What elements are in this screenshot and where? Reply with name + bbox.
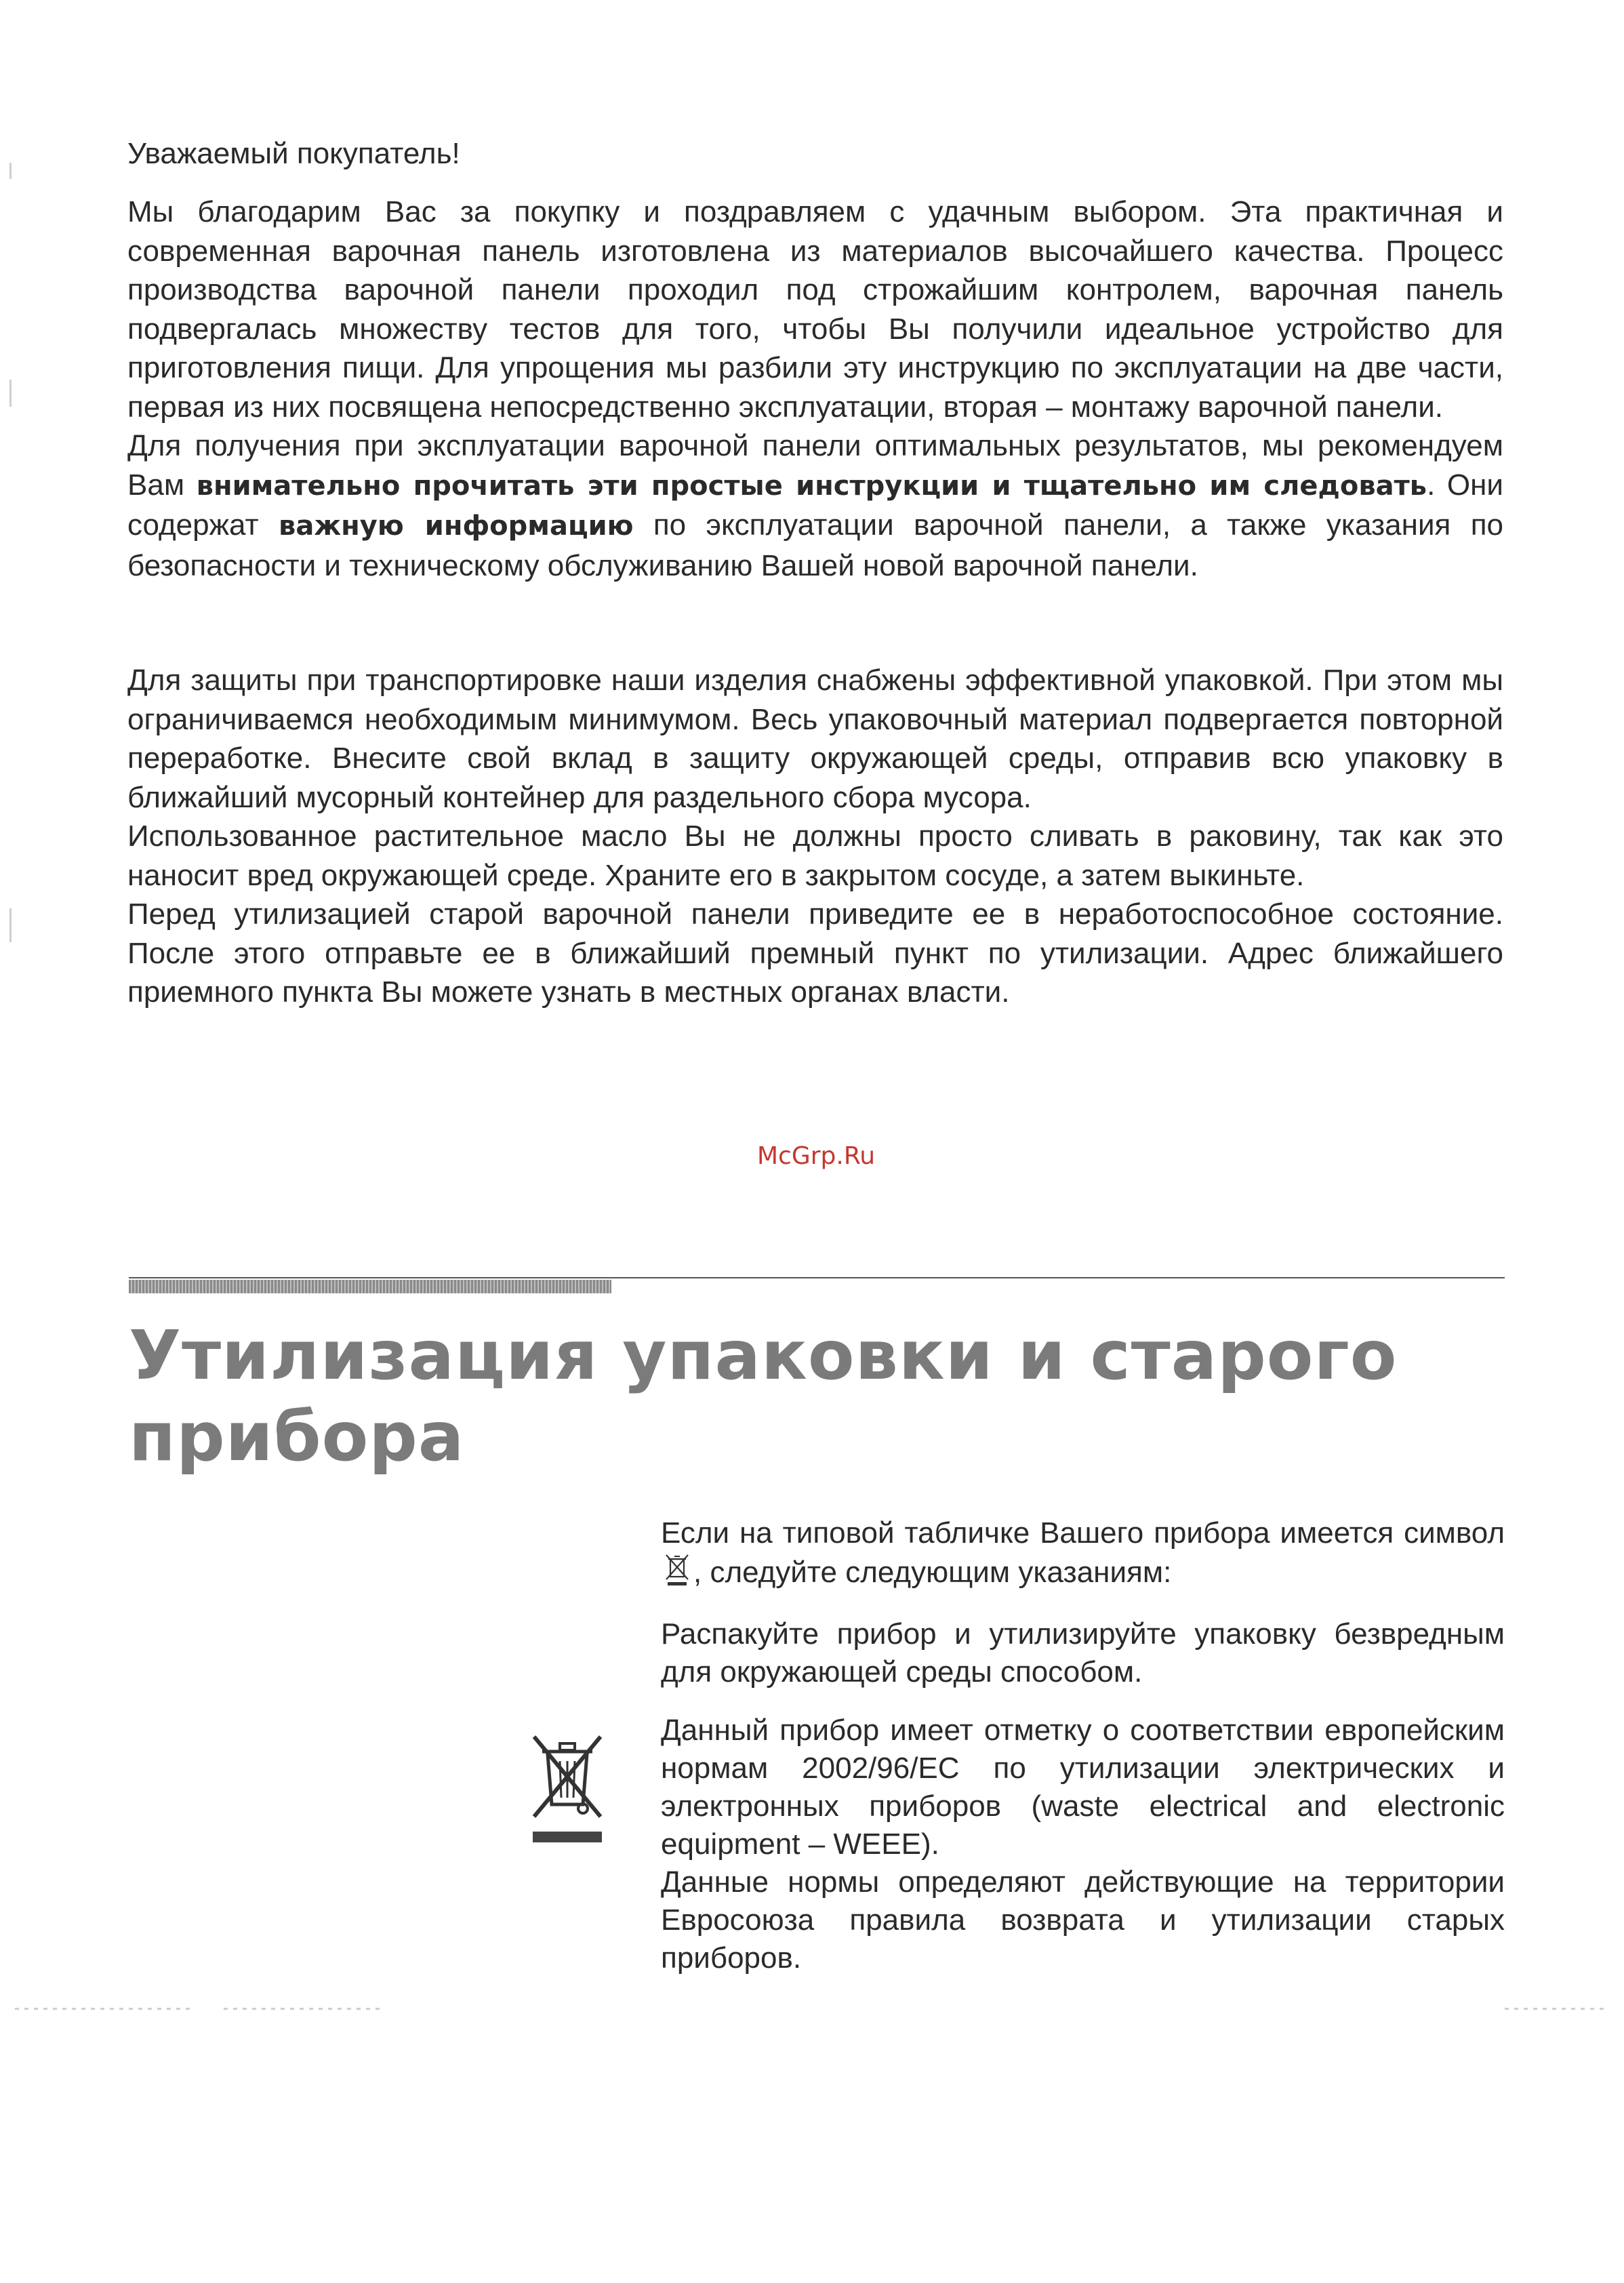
packaging-section bbox=[127, 661, 1503, 1012]
section-title-line: прибора bbox=[129, 1397, 465, 1476]
greeting: Уважаемый покупатель! bbox=[127, 137, 460, 170]
recommend-paragraph bbox=[127, 426, 1503, 585]
weee-intro-text: Если на типовой табличке Вашего прибора имеется символ bbox=[661, 1516, 1505, 1550]
scan-mark bbox=[9, 163, 12, 179]
recommend-text: по эксплуатации варочной панели, а также указания по безопасности и техническому обслуживанию Вашей новой варочной панели. bbox=[127, 508, 1503, 582]
directive-paragraph: Данный прибор имеет отметку о соответствии европейским нормам 2002/96/EC по утилизации электрических и электронных приборов (waste electrical and electronic equipment – WEEE). bbox=[661, 1714, 1505, 1861]
section-divider bbox=[129, 1277, 1505, 1278]
scan-mark bbox=[1505, 2008, 1606, 2010]
section-title bbox=[129, 1315, 1505, 1478]
weee-intro bbox=[661, 1514, 1505, 1592]
unpack-paragraph: Распакуйте прибор и утилизируйте упаковку безвредным для окружающей среды способом. bbox=[661, 1617, 1505, 1689]
packaging-paragraph: Для защиты при транспортировке наши изделия снабжены эффективной упаковкой. При этом мы ограничиваемся необходимым минимумом. Весь упаковочный материал подвергается повторной переработке. Внесите свой вклад в защиту окружающей среды, отправив всю упаковку в ближайший мусорный контейнер для раздельного сбора мусора. bbox=[127, 664, 1503, 814]
scan-mark bbox=[9, 908, 12, 942]
weee-intro-paragraph bbox=[661, 1514, 1505, 1592]
recommend-text: Для получения при эксплуатации варочной панели оптимальных результатов, мы рекомендуем Вам bbox=[127, 429, 1503, 502]
disposal-paragraph: Перед утилизацией старой варочной панели приведите ее в неработоспособное состояние. После этого отправьте ее в ближайший премный пункт по утилизации. Адрес ближайшего приемного пункта Вы можете узнать в местных органах власти. bbox=[127, 897, 1503, 1009]
oil-paragraph: Использованное растительное масло Вы не должны просто сливать в раковину, так как это наносит вред окружающей среде. Храните его в закрытом сосуде, а затем выкиньте. bbox=[127, 820, 1503, 892]
recommend-emphasis: внимательно прочитать эти простые инструкции и тщательно им следовать bbox=[196, 470, 1427, 502]
directive-paragraph: Данные нормы определяют действующие на территории Евросоюза правила возврата и утилизации старых приборов. bbox=[661, 1865, 1505, 1975]
section-title-line: Утилизация упаковки и старого bbox=[129, 1316, 1398, 1395]
important-info-emphasis: важную информацию bbox=[279, 510, 634, 542]
scan-mark bbox=[224, 2008, 380, 2010]
weee-directive bbox=[661, 1712, 1505, 1977]
recommend-text: . Они содержат bbox=[127, 468, 1503, 542]
scan-mark bbox=[9, 380, 12, 407]
unpack-instruction bbox=[661, 1615, 1505, 1691]
scan-mark bbox=[15, 2008, 191, 2010]
crossed-out-bin-icon bbox=[664, 1552, 691, 1586]
intro-paragraph: Мы благодарим Вас за покупку и поздравляем с удачным выбором. Эта практичная и современная варочная панель изготовлена из материалов высочайшего качества. Процесс производства варочной панели проходил под строжайшим контролем, варочная панель подвергалась множеству тестов для того, чтобы Вы получили идеальное устройство для приготовления пищи. Для упрощения мы разбили эту инструкцию по эксплуатации на две части, первая из них посвящена непосредственно эксплуатации, вторая – монтажу варочной панели. bbox=[127, 195, 1503, 424]
intro-section bbox=[127, 193, 1503, 585]
section-divider-bar bbox=[129, 1280, 611, 1293]
weee-crossed-out-bin-icon bbox=[530, 1731, 605, 1846]
weee-intro-text: , следуйте следующим указаниям: bbox=[693, 1556, 1172, 1589]
watermark: McGrp.Ru bbox=[757, 1142, 876, 1170]
